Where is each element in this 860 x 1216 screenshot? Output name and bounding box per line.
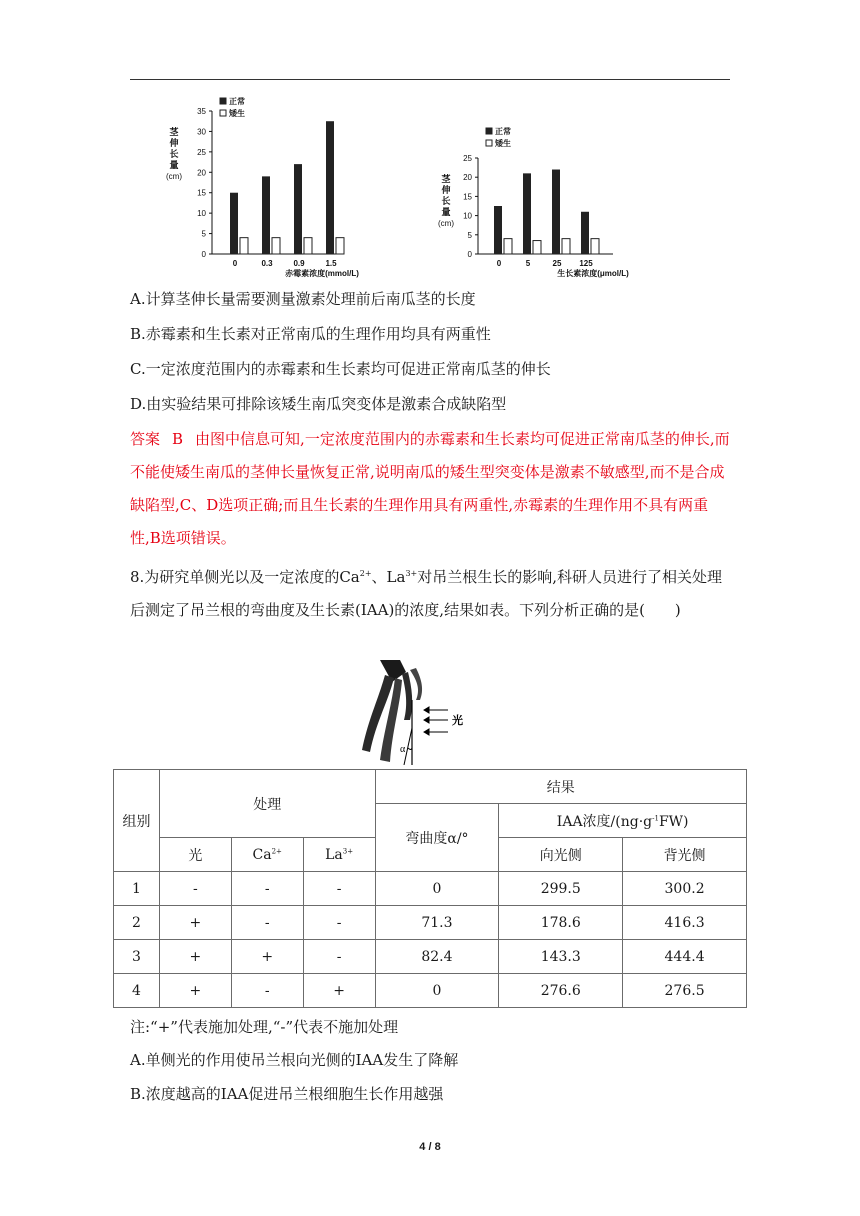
answer-label: 答案	[130, 430, 161, 448]
table-cell: -	[303, 940, 375, 974]
question-8	[130, 557, 735, 627]
header-ca-text: Ca	[252, 846, 272, 863]
x-tick-label: 1.5	[325, 259, 337, 268]
legend-swatch	[486, 140, 492, 146]
table-cell: 0	[375, 872, 499, 906]
y-tick-label: 25	[197, 147, 206, 157]
x-tick-label: 0	[496, 259, 502, 268]
table-row	[114, 940, 747, 974]
table-cell: 276.6	[499, 974, 623, 1008]
page-number: 4 / 8	[419, 1141, 441, 1153]
bar-dwarf	[336, 238, 344, 254]
table-cell: 82.4	[375, 940, 499, 974]
header-lit-side: 向光侧	[499, 838, 623, 872]
table-cell: +	[231, 940, 303, 974]
angle-label: α	[400, 744, 406, 755]
header-bend: 弯曲度α/°	[375, 804, 499, 872]
bar-normal	[294, 164, 302, 254]
header-rule	[130, 79, 730, 80]
y-axis-label: 量	[441, 207, 451, 217]
table-row	[114, 872, 747, 906]
option-q7-c: C.一定浓度范围内的赤霉素和生长素均可促进正常南瓜茎的伸长	[130, 360, 551, 378]
results-table	[113, 769, 747, 1008]
table-cell: 3	[114, 940, 160, 974]
y-axis-label: 伸	[169, 138, 179, 148]
y-axis-unit: (cm)	[438, 219, 454, 228]
table-cell: -	[159, 872, 231, 906]
y-tick-label: 15	[197, 188, 206, 198]
q8-text-2: 、La	[371, 568, 406, 586]
table-row	[114, 906, 747, 940]
table-note: 注:“+”代表施加处理,“-”代表不施加处理	[130, 1018, 399, 1036]
y-tick-label: 20	[463, 173, 472, 183]
y-axis-label: 长	[169, 149, 179, 159]
answer-explanation: 由图中信息可知,一定浓度范围内的赤霉素和生长素均可促进正常南瓜茎的伸长,而不能使矮生南瓜的茎伸长量恢复正常,说明南瓜的矮生型突变体是激素不敏感型,而不是合成缺陷型,C、D选项正确;而且生长素的生理作用具有两重性,赤霉素的生理作用不具有两重性,B选项错误。	[130, 430, 730, 547]
y-axis-label: 茎	[441, 174, 451, 184]
table-cell: 178.6	[499, 906, 623, 940]
legend-label: 正常	[495, 127, 511, 136]
header-la-sup: 3+	[342, 846, 354, 855]
q8-text-1: 8.为研究单侧光以及一定浓度的Ca	[130, 568, 360, 586]
root-figure	[340, 660, 480, 765]
bar-dwarf	[504, 239, 512, 254]
x-tick-label: 5	[525, 259, 531, 268]
header-light: 光	[159, 838, 231, 872]
bar-normal	[552, 170, 560, 254]
answer-choice: B	[172, 430, 184, 448]
table-cell: +	[159, 940, 231, 974]
x-tick-label: 25	[552, 259, 562, 268]
bar-charts-svg	[150, 92, 710, 282]
bar-dwarf	[591, 239, 599, 254]
option-q8-a: A.单侧光的作用使吊兰根向光侧的IAA发生了降解	[130, 1051, 459, 1069]
table-cell: -	[231, 906, 303, 940]
bar-normal	[581, 212, 589, 254]
table-cell: 444.4	[623, 940, 747, 974]
table-cell: 143.3	[499, 940, 623, 974]
header-result: 结果	[375, 770, 746, 804]
q8-la-sup: 3+	[405, 569, 418, 578]
header-iaa-pre: IAA浓度/(ng·g	[556, 813, 653, 830]
header-treatment: 处理	[159, 770, 375, 838]
table-cell: 276.5	[623, 974, 747, 1008]
answer-q7	[130, 423, 735, 555]
y-tick-label: 0	[201, 250, 206, 259]
y-tick-label: 5	[467, 230, 472, 240]
y-axis-label: 伸	[441, 185, 451, 195]
y-tick-label: 20	[197, 168, 206, 178]
x-tick-label: 0.9	[293, 259, 305, 268]
bar-dwarf	[272, 238, 280, 254]
header-la-text: La	[325, 846, 343, 863]
option-q7-b: B.赤霉素和生长素对正常南瓜的生理作用均具有两重性	[130, 325, 491, 343]
y-tick-label: 10	[197, 209, 206, 219]
table-cell: +	[159, 906, 231, 940]
legend-label: 矮生	[495, 139, 511, 148]
table-cell: 71.3	[375, 906, 499, 940]
table-cell: 1	[114, 872, 160, 906]
light-label: 光	[452, 714, 463, 727]
bar-dwarf	[240, 238, 248, 254]
bar-dwarf	[304, 238, 312, 254]
header-iaa	[499, 804, 747, 838]
table-cell: 299.5	[499, 872, 623, 906]
y-axis-label: 长	[441, 196, 451, 206]
chart-figure	[150, 92, 710, 282]
x-axis-label: 赤霉素浓度(mmol/L)	[285, 269, 359, 278]
bar-dwarf	[533, 241, 541, 254]
option-q8-b: B.浓度越高的IAA促进吊兰根细胞生长作用越强	[130, 1085, 444, 1103]
y-tick-label: 10	[463, 211, 472, 221]
header-ca	[231, 838, 303, 872]
table-row	[114, 974, 747, 1008]
table-cell: +	[303, 974, 375, 1008]
bar-normal	[326, 121, 334, 254]
y-tick-label: 35	[197, 107, 206, 116]
table-cell: 2	[114, 906, 160, 940]
y-axis-label: 茎	[169, 127, 179, 137]
legend-swatch	[486, 128, 492, 134]
table-cell: -	[231, 974, 303, 1008]
legend-label: 矮生	[229, 109, 245, 118]
y-axis-unit: (cm)	[166, 172, 182, 181]
y-axis-label: 量	[169, 160, 179, 170]
legend-swatch	[220, 98, 226, 104]
table-cell: +	[159, 974, 231, 1008]
y-tick-label: 25	[463, 154, 472, 163]
header-group: 组别	[114, 770, 160, 872]
header-shade-side: 背光侧	[623, 838, 747, 872]
y-tick-label: 0	[467, 250, 472, 259]
x-axis-label: 生长素浓度(μmol/L)	[557, 269, 629, 278]
y-tick-label: 30	[197, 127, 206, 137]
table-cell: -	[231, 872, 303, 906]
y-tick-label: 15	[463, 192, 472, 202]
table-cell: -	[303, 872, 375, 906]
bar-dwarf	[562, 239, 570, 254]
bar-normal	[523, 173, 531, 254]
table-cell: -	[303, 906, 375, 940]
bar-normal	[262, 176, 270, 254]
header-la	[303, 838, 375, 872]
option-q7-d: D.由实验结果可排除该矮生南瓜突变体是激素合成缺陷型	[130, 395, 507, 413]
bar-normal	[230, 193, 238, 254]
x-tick-label: 125	[579, 259, 593, 268]
bar-normal	[494, 206, 502, 254]
legend-label: 正常	[229, 97, 245, 106]
x-tick-label: 0.3	[261, 259, 273, 268]
q8-text-3: 对吊兰根生长的影响,科研人员进行了相关处理后测定了吊兰根的弯曲度及生长素(IAA)的浓度,结果如表。下列分析正确的是( )	[130, 568, 723, 619]
option-q7-a: A.计算茎伸长量需要测量激素处理前后南瓜茎的长度	[130, 290, 476, 308]
y-tick-label: 5	[201, 229, 206, 239]
root-illustration	[340, 660, 480, 765]
header-iaa-sup: -1	[652, 813, 659, 822]
table-cell: 0	[375, 974, 499, 1008]
header-ca-sup: 2+	[271, 846, 282, 855]
q8-ca-sup: 2+	[359, 569, 372, 578]
legend-swatch	[220, 110, 226, 116]
header-iaa-post: FW)	[658, 813, 689, 830]
table-cell: 4	[114, 974, 160, 1008]
table-cell: 300.2	[623, 872, 747, 906]
x-tick-label: 0	[232, 259, 238, 268]
table-cell: 416.3	[623, 906, 747, 940]
